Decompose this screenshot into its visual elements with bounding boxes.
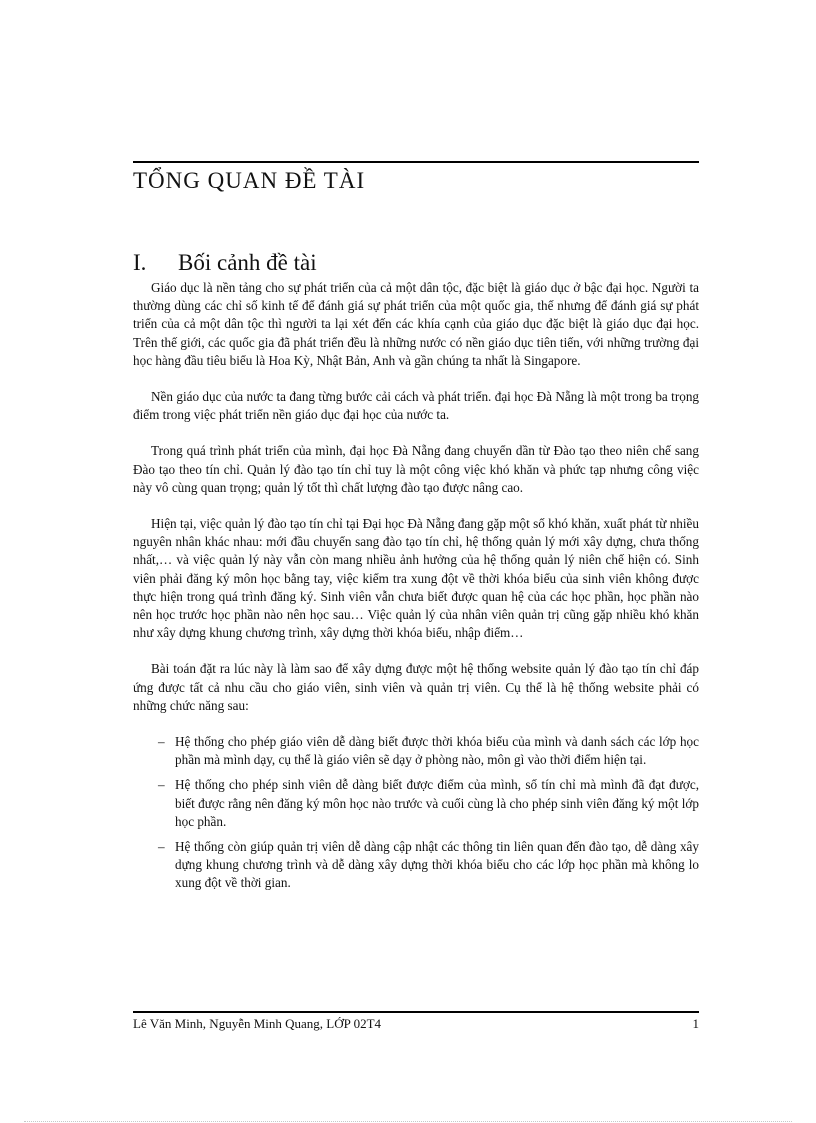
section-title: Bối cảnh đề tài [178,250,317,275]
list-item-text: Hệ thống còn giúp quản trị viên dễ dàng cập nhật các thông tin liên quan đến đào tạo, dễ dàng xây dựng khung chương trình và dễ dàng xây dựng thời khóa biểu cho các lớp học phần mà không lo xung đột về thời gian. [175,839,699,891]
section-heading [133,250,699,276]
bullet-dash: – [158,734,165,750]
list-item [133,733,699,769]
feature-list [133,733,699,893]
list-item-text: Hệ thống cho phép sinh viên dễ dàng biết được điểm của mình, số tín chỉ mà mình đã đạt được, biết được rằng nên đăng ký môn học nào trước và cuối cùng là cho phép sinh viên đăng ký một lớp học phần. [175,777,699,829]
page-edge-divider [24,1121,792,1122]
header-rule [133,161,699,163]
paragraph: Hiện tại, việc quản lý đào tạo tín chỉ tại Đại học Đà Nẵng đang gặp một số khó khăn, xuất phát từ nhiều nguyên nhân khác nhau: mới đầu chuyển sang đào tạo tín chỉ, hệ thống quản lý mới xây dựng, chưa thống nhất,… và việc quản lý này vẫn còn mang nhiều ảnh hưởng của hệ thống quản lý niên chế hiện có. Sinh viên phải đăng ký môn học bằng tay, việc kiểm tra xung đột về thời khóa biểu của sinh viên không được thực hiện trong quá trình đăng ký. Sinh viên vẫn chưa biết được quan hệ của các học phần, học phần nào nên học trước học phần nào nên học sau… Việc quản lý của nhân viên quản trị cũng gặp nhiều khó khăn như xây dựng khung chương trình, xây dựng thời khóa biểu, nhập điểm… [133,516,699,641]
paragraph: Bài toán đặt ra lúc này là làm sao để xây dựng được một hệ thống website quản lý đào tạo tín chỉ đáp ứng được tất cả nhu cầu cho giáo viên, sinh viên và quản trị viên. Cụ thể là hệ thống website phải có những chức năng sau: [133,661,699,713]
page-number: 1 [692,1016,699,1031]
paragraph: Giáo dục là nền tảng cho sự phát triển của cả một dân tộc, đặc biệt là giáo dục ở bậc đại học. Người ta thường dùng các chỉ số kinh tế để đánh giá sự phát triển của một quốc gia, thế nhưng để đánh giá sự phát triển của cả một dân tộc thì người ta lại xét đến các khía cạnh của giáo dục đặc biệt là giáo dục đại học. Trên thế giới, các quốc gia đã phát triển đều là những nước có nền giáo dục tiên tiến, với những trường đại học hàng đầu tiêu biểu là Hoa Kỳ, Nhật Bản, Anh và gần chúng ta nhất là Singapore. [133,280,699,368]
bullet-dash: – [158,839,165,855]
body-text [133,279,699,900]
section-number: I. [133,250,147,275]
paragraph: Nền giáo dục của nước ta đang từng bước cải cách và phát triển. đại học Đà Nẵng là một trong ba trọng điểm trong việc phát triển nền giáo dục đại học của nước ta. [133,389,699,423]
list-item [133,776,699,831]
bullet-dash: – [158,777,165,793]
list-item [133,838,699,893]
list-item-text: Hệ thống cho phép giáo viên dễ dàng biết được thời khóa biểu của mình và danh sách các lớp học phần mà mình dạy, cụ thể là giáo viên sẽ dạy ở phòng nào, môn gì vào thời điểm hiện tại. [175,734,699,768]
paragraph: Trong quá trình phát triển của mình, đại học Đà Nẵng đang chuyển dần từ Đào tạo theo niên chế sang Đào tạo theo tín chỉ. Quản lý đào tạo tín chỉ tuy là một công việc khó khăn và phức tạp nhưng công việc này vô cùng quan trọng; quản lý tốt thì chất lượng đào tạo được nâng cao. [133,443,699,495]
footer-authors: Lê Văn Minh, Nguyễn Minh Quang, LỚP 02T4 [133,1016,382,1031]
footer-rule [133,1011,699,1013]
chapter-title: TỔNG QUAN ĐỀ TÀI [133,168,366,193]
